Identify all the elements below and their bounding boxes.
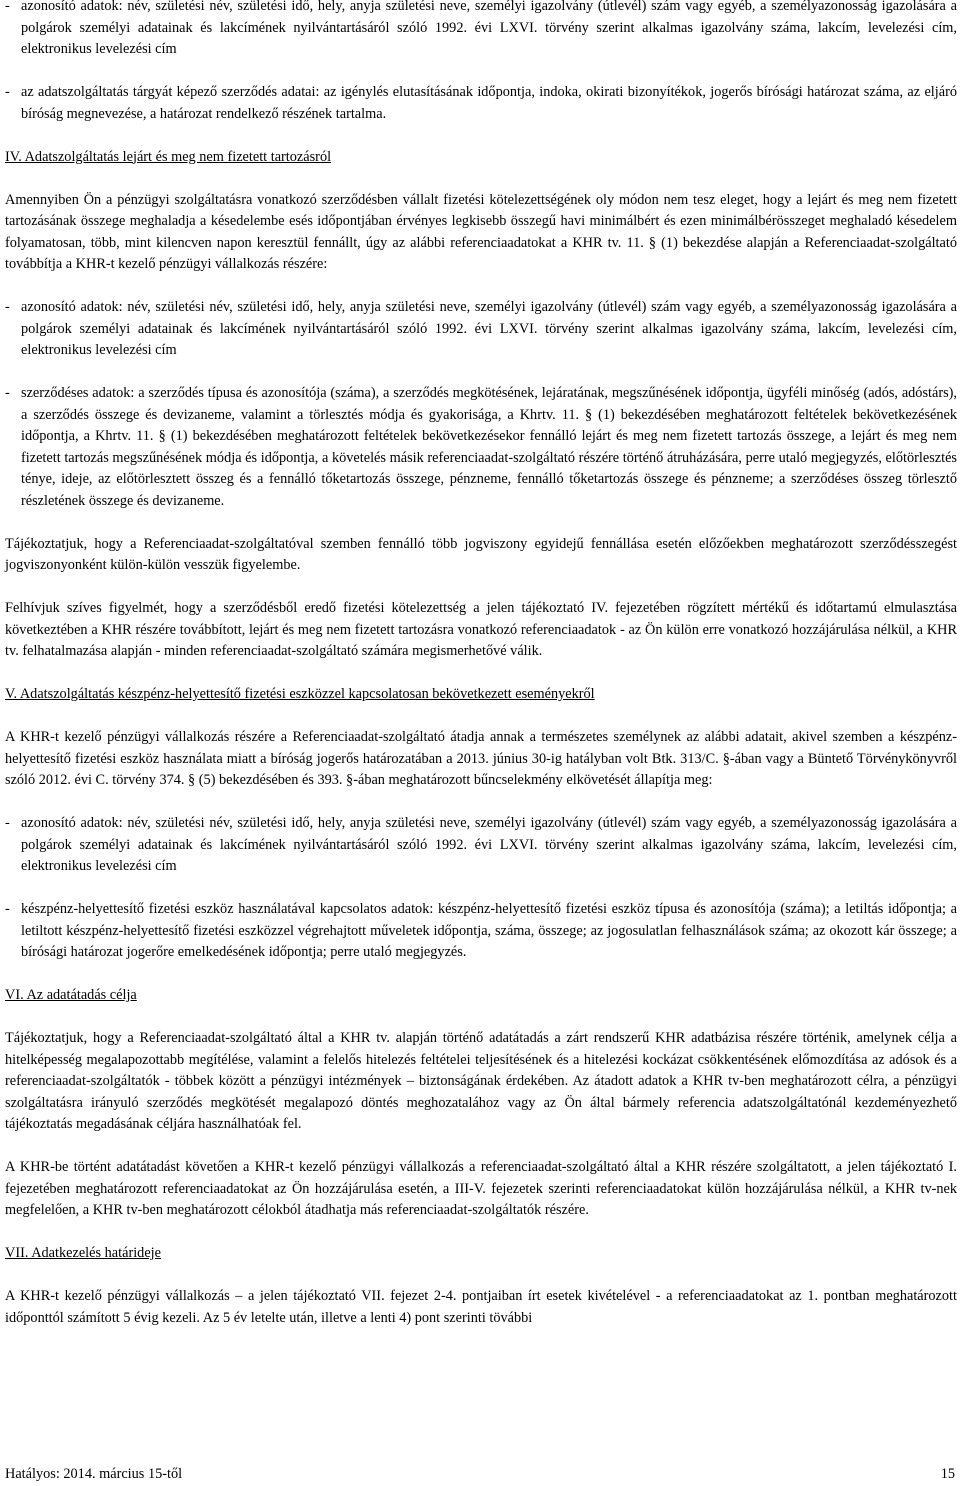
bullet-text: azonosító adatok: név, születési név, születési idő, hely, anyja születési neve, személyi igazolvány (útlevél) szám vagy egyéb, a személyazonosság igazolására a polgárok személyi adatainak és lakcímének nyilvántartásáról szóló 1992. évi LXVI. törvény szerint alkalmas igazolvány száma, lakcím, levelezési cím, elektronikus levelezési cím [21,299,957,358]
list-item [5,813,957,878]
paragraph: Amennyiben Ön a pénzügyi szolgáltatásra vonatkozó szerződésben vállalt fizetési kötelezettségének oly módon nem tesz eleget, hogy a lejárt és meg nem fizetett tartozásának összege meghaladja a késedelembe esés időpontjában érvényes legkisebb összegű havi minimálbért és ezen minimálbérösszeget meghaladó késedelem folyamatosan, több, mint kilencven napon keresztül fennállt, úgy az alábbi referenciaadatokat a KHR tv. 11. § (1) bekezdése alapján a Referenciaadat-szolgáltató továbbítja a KHR-t kezelő pénzügyi vállalkozás részére: [5,191,957,272]
bullet-text: azonosító adatok: név, születési név, születési idő, hely, anyja születési neve, személyi igazolvány (útlevél) szám vagy egyéb, a személyazonosság igazolására a polgárok személyi adatainak és lakcímének nyilvántartásáról szóló 1992. évi LXVI. törvény szerint alkalmas igazolvány száma, lakcím, levelezési cím, elektronikus levelezési cím [21,815,957,874]
section-heading-v: V. Adatszolgáltatás készpénz-helyettesítő fizetési eszközzel kapcsolatosan bekövetkezett eseményekről [5,686,595,702]
list-item [5,297,957,362]
paragraph: A KHR-t kezelő pénzügyi vállalkozás részére a Referenciaadat-szolgáltató átadja annak a természetes személynek az alábbi adatait, akivel szemben a készpénz-helyettesítő fizetési eszköz használata miatt a bíróság jogerős határozatában a 2013. június 30-ig hatályban volt Btk. 313/C. §-ában vagy a Büntető Törvénykönyvről szóló 2012. évi C. törvény 374. § (5) bekezdésében és 393. §-ában meghatározott bűncselekmény elkövetését állapítja meg: [5,729,957,788]
list-item [5,0,957,61]
bullet-marker: - [5,0,10,14]
bullet-marker: - [5,815,10,831]
list-item [5,383,957,512]
page-footer [5,1464,955,1485]
paragraph: Tájékoztatjuk, hogy a Referenciaadat-szolgáltató által a KHR tv. alapján történő adatátadás a zárt rendszerű KHR adatbázisa részére történik, amelynek célja a hitelképesség megalapozottabb megítélése, valamint a felelős hitelezés feltételei teljesítésének és a hitelezési kockázat csökkentésének előmozdítása az adósok és a referenciaadat-szolgáltatók - többek között a pénzügyi intézmények – biztonságának érdekében. Az átadott adatok a KHR tv-ben meghatározott célra, a pénzügyi szolgáltatásra irányuló szerződés megkötését megalapozó döntés meghozatalához vagy az Ön által bármely referencia adatszolgáltatónál kezdeményezhető tájékoztatás megadásának céljára használhatóak fel. [5,1030,957,1132]
page-number: 15 [940,1466,955,1482]
list-item [5,82,957,125]
paragraph: A KHR-be történt adatátadást követően a KHR-t kezelő pénzügyi vállalkozás a referenciaadat-szolgáltató által a KHR részére szolgáltatott, a jelen tájékoztató I. fejezetében meghatározott referenciaadatokat az Ön hozzájárulása esetén, a III-V. fejezetek szerinti referenciaadatokat külön hozzájárulása nélkül, a KHR tv-nek megfelelően, a KHR tv-ben meghatározott célokból átadhatja más referenciaadat-szolgáltatók részére. [5,1159,957,1218]
paragraph: Tájékoztatjuk, hogy a Referenciaadat-szolgáltatóval szemben fennálló több jogviszony egyidejű fennállása esetén előzőekben meghatározott szerződésszegést jogviszonyonként külön-külön vesszük figyelembe. [5,535,957,573]
bullet-text: az adatszolgáltatás tárgyát képező szerződés adatai: az igénylés elutasításának időpontja, indoka, okirati bizonyítékok, jogerős bírósági határozat száma, az eljáró bíróság megnevezése, a határozat rendelkező részének tartalma. [21,84,957,122]
bullet-marker: - [5,901,10,917]
bullet-text: készpénz-helyettesítő fizetési eszköz használatával kapcsolatos adatok: készpénz-helyettesítő fizetési eszköz típusa és azonosítója (száma); a letiltás időpontja; a letiltott készpénz-helyettesítő fizetési eszközzel végrehajtott műveletek időpontja, száma, összege; az jogosulatlan felhasználások száma; az okozott kár összege; a bírósági határozat jogerőre emelkedésének időpontja; perre utaló megjegyzés. [21,901,957,960]
paragraph: Felhívjuk szíves figyelmét, hogy a szerződésből eredő fizetési kötelezettség a jelen tájékoztató IV. fejezetében rögzített mértékű és időtartamú elmulasztása következtében a KHR részére továbbított, lejárt és meg nem fizetett tartozásra vonatkozó referenciaadatok - az Ön külön erre vonatkozó hozzájárulása nélkül, a KHR tv. felhatalmazása alapján - minden referenciaadat-szolgáltató számára megismerhetővé válik. [5,600,957,659]
section-heading-vi: VI. Az adatátadás célja [5,987,137,1003]
section-heading-iv: IV. Adatszolgáltatás lejárt és meg nem fizetett tartozásról [5,148,332,165]
bullet-marker: - [5,385,10,401]
bullet-text: azonosító adatok: név, születési név, születési idő, hely, anyja születési neve, személyi igazolvány (útlevél) szám vagy egyéb, a személyazonosság igazolására a polgárok személyi adatainak és lakcímének nyilvántartásáról szóló 1992. évi LXVI. törvény szerint alkalmas igazolvány száma, lakcím, levelezési cím, elektronikus levelezési cím [21,0,957,57]
paragraph: A KHR-t kezelő pénzügyi vállalkozás – a jelen tájékoztató VII. fejezet 2-4. pontjaiban írt esetek kivételével - a referenciaadatokat az 1. pontban meghatározott időponttól számított 5 évig kezeli. Az 5 év letelte után, illetve a lenti 4) pont szerinti tövábbi [5,1288,957,1326]
bullet-text: szerződéses adatok: a szerződés típusa és azonosítója (száma), a szerződés megkötésének, lejáratának, megszűnésének időpontja, ügyféli minőség (adós, adóstárs), a szerződés összege és devizaneme, valamint a törlesztés módja és gyakorisága, a Khrtv. 11. § (1) bekezdésében meghatározott feltételek bekövetkezésének időpontja, a Khrtv. 11. § (1) bekezdésében meghatározott feltételek bekövetkezésekor fennálló lejárt és meg nem fizetett tartozás összege, a lejárt és meg nem fizetett tartozás megszűnésének módja és időpontja, a követelés másik referenciaadat-szolgáltató részére történő átruházására, perre utaló megjegyzés, előtörlesztés ténye, ideje, az előtörlesztett összeg és a fennálló tőketartozás összege, pénzneme, fennálló tőketartozás összege és pénzneme; a szerződéses összeg törlesztő részletének összege és devizaneme. [21,385,957,509]
section-heading-vii: VII. Adatkezelés határideje [5,1245,161,1261]
bullet-marker: - [5,299,10,315]
footer-effective-date: Hatályos: 2014. március 15-től [5,1466,183,1482]
list-item [5,899,957,964]
bullet-marker: - [5,84,10,100]
document-body [5,0,957,1329]
